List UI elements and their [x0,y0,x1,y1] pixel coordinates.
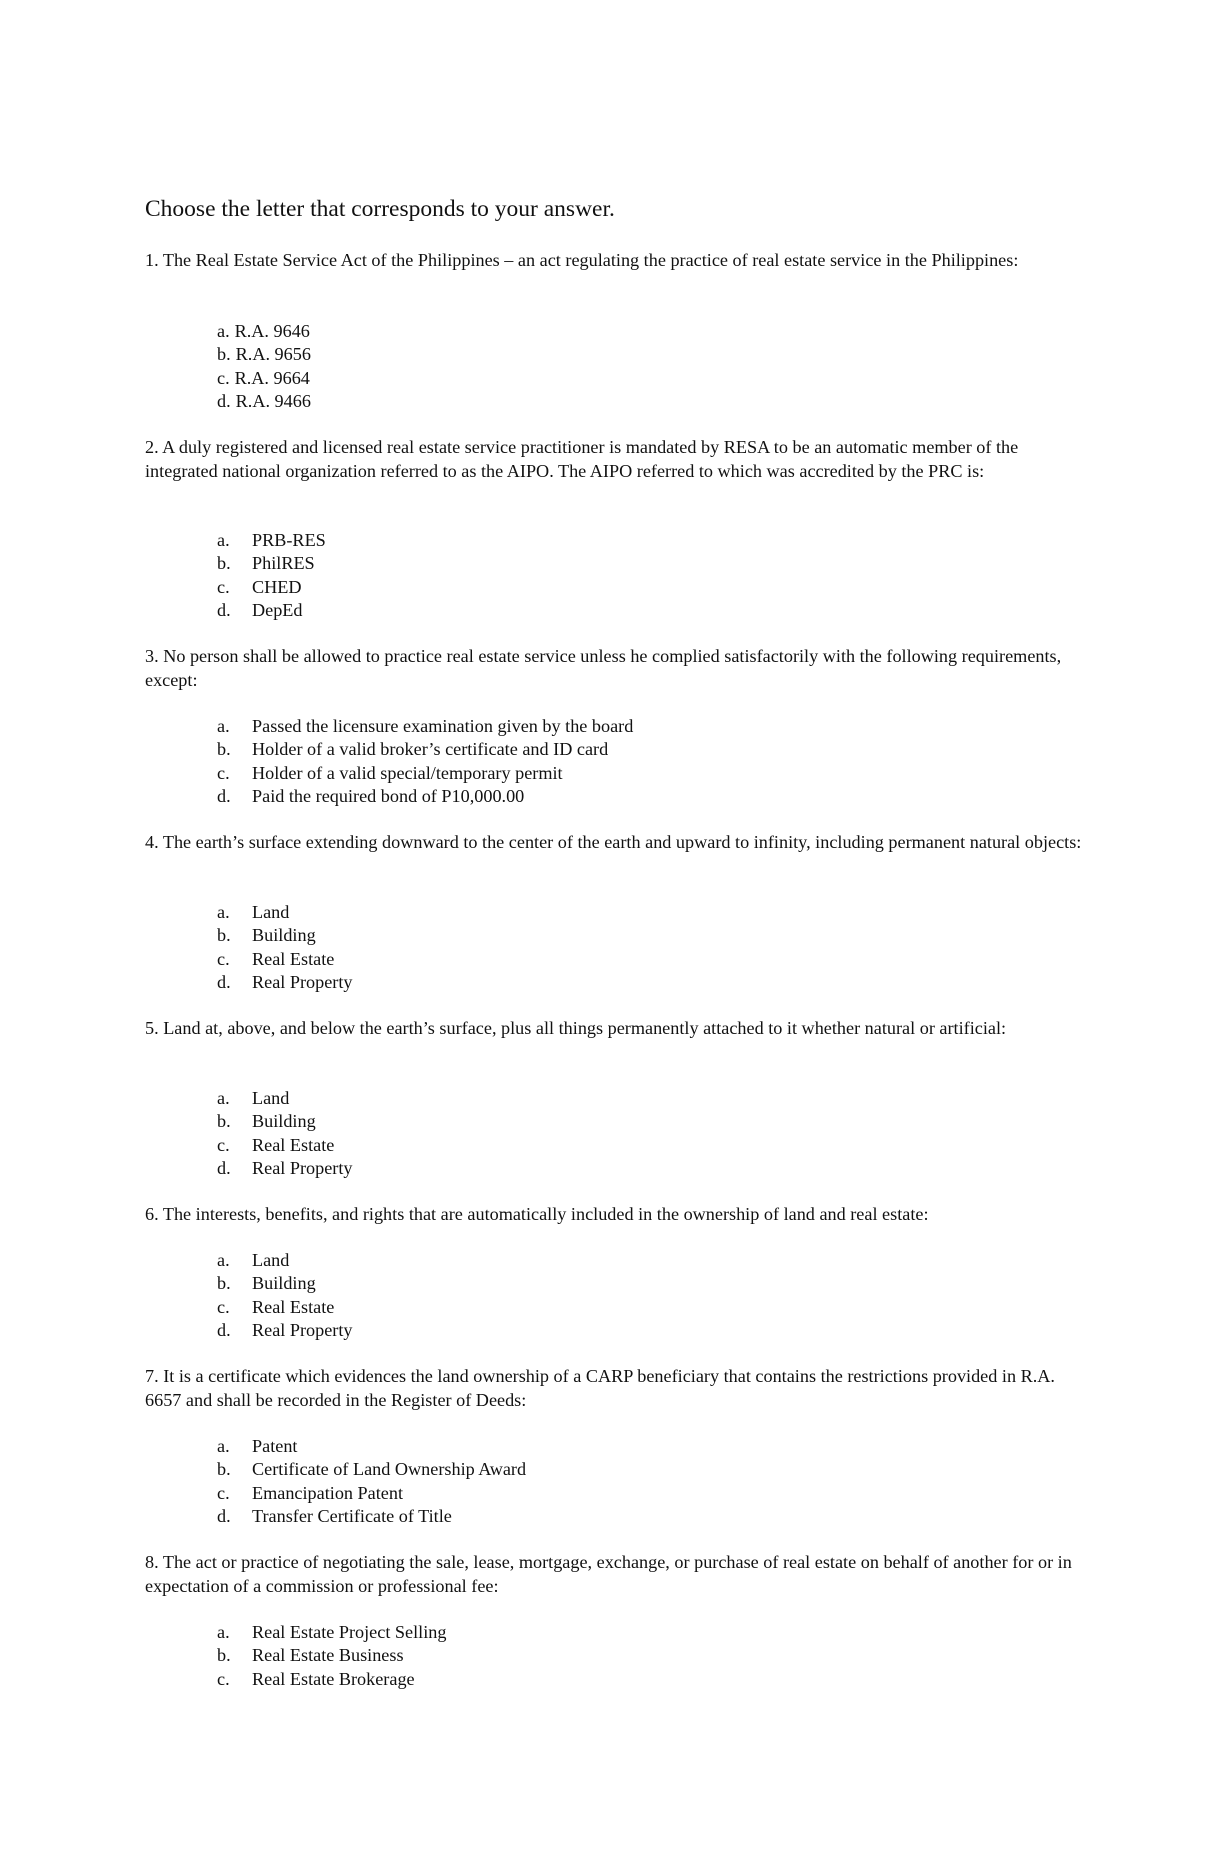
choice-item [217,1621,446,1644]
question-1-text: 1. The Real Estate Service Act of the Philippines – an act regulating the practice of real estate service in the Philippines: [145,250,1019,270]
choice-item [217,320,311,343]
choice-letter: a. [217,1250,230,1270]
choice-text: Real Estate Brokerage [252,1668,415,1689]
choice-text: Real Estate Business [252,1645,404,1666]
choice-letter: c. [217,576,230,597]
question-5-choices [217,1087,353,1180]
question-7-text: 7. It is a certificate which evidences the land ownership of a CARP beneficiary that contains the restrictions provided in R.A. 6657 and shall be recorded in the Register of Deeds: [145,1366,1055,1410]
choice-text: CHED [252,576,302,597]
choice-letter: c. [217,762,230,783]
choice-item [217,738,633,761]
choice-letter: d. [217,1319,231,1340]
choice-item [217,343,311,366]
choice-text: Certificate of Land Ownership Award [252,1459,527,1480]
choice-item [217,948,353,971]
choice-text: Land [252,1088,290,1108]
choice-text: PhilRES [252,553,315,574]
choice-item [217,529,326,552]
choice-item [217,599,326,622]
choice-letter: c. [217,1482,230,1503]
choice-text: Real Property [252,971,353,992]
choice-letter: d. [217,971,231,992]
choice-item [217,1087,353,1110]
choice-letter: b. [217,1645,231,1666]
choice-letter: b. [217,344,231,365]
choice-text: Real Estate Project Selling [252,1622,447,1642]
choice-text: Paid the required bond of P10,000.00 [252,785,525,806]
choice-text: Passed the licensure examination given by the board [252,716,634,736]
choice-text: R.A. 9656 [235,344,311,365]
choice-letter: b. [217,1111,231,1132]
choice-text: Holder of a valid special/temporary permit [252,762,563,783]
choice-text: Real Estate [252,1134,335,1155]
choice-letter: b. [217,1459,231,1480]
choice-item [217,1110,353,1133]
choice-text: Building [252,1111,316,1132]
choice-item [217,1505,526,1528]
choice-text: Land [252,1250,290,1270]
choice-letter: c. [217,1668,230,1689]
choice-letter: d. [217,390,231,411]
choice-letter: b. [217,553,231,574]
choice-text: R.A. 9664 [234,367,310,388]
choice-item [217,576,326,599]
choice-text: Real Property [252,1319,353,1340]
choice-text: Real Estate [252,1296,335,1317]
question-1-choices [217,320,311,413]
choice-letter: a. [217,902,230,922]
choice-item [217,1296,353,1319]
choice-text: Building [252,1273,316,1294]
choice-letter: a. [217,1088,230,1108]
choice-text: R.A. 9466 [235,390,311,411]
choice-letter: b. [217,739,231,760]
choice-letter: d. [217,1157,231,1178]
choice-item [217,971,353,994]
choice-letter: c. [217,1134,230,1155]
question-4-text: 4. The earth’s surface extending downward to the center of the earth and upward to infinity, including permanent natural objects: [145,832,1082,852]
choice-item [217,1458,526,1481]
choice-letter: a. [217,1436,230,1456]
choice-text: Holder of a valid broker’s certificate and ID card [252,739,609,760]
instruction-text: Choose the letter that corresponds to your answer. [145,196,615,222]
question-6-choices [217,1249,353,1342]
choice-letter: d. [217,599,231,620]
question-4-choices [217,901,353,994]
choice-text: R.A. 9646 [234,321,310,341]
choice-item [217,390,311,413]
choice-item [217,1668,446,1691]
choice-text: Transfer Certificate of Title [252,1505,452,1526]
question-6-text: 6. The interests, benefits, and rights that are automatically included in the ownership of land and real estate: [145,1204,929,1224]
choice-item [217,1319,353,1342]
choice-letter: a. [217,1622,230,1642]
choice-text: Emancipation Patent [252,1482,404,1503]
question-8-choices [217,1621,446,1691]
choice-letter: c. [217,1296,230,1317]
choice-text: Building [252,925,316,946]
question-3-text: 3. No person shall be allowed to practice real estate service unless he complied satisfactorily with the following requirements, except: [145,646,1062,690]
choice-text: Real Estate [252,948,335,969]
choice-text: Real Property [252,1157,353,1178]
choice-item [217,762,633,785]
choice-text: DepEd [252,599,303,620]
choice-text: PRB-RES [252,530,326,550]
question-5-text: 5. Land at, above, and below the earth’s surface, plus all things permanently attached to it whether natural or artificial: [145,1018,1007,1038]
choice-letter: b. [217,1273,231,1294]
choice-item [217,552,326,575]
choice-text: Patent [252,1436,298,1456]
choice-item [217,1157,353,1180]
choice-letter: a. [217,530,230,550]
choice-letter: a. [217,716,230,736]
question-2-choices [217,529,326,622]
choice-item [217,785,633,808]
choice-item [217,1249,353,1272]
choice-item [217,367,311,390]
choice-letter: d. [217,1505,231,1526]
choice-letter: a. [217,321,230,341]
choice-letter: c. [217,948,230,969]
choice-letter: c. [217,367,230,388]
choice-item [217,924,353,947]
choice-item [217,1435,526,1458]
choice-item [217,1644,446,1667]
question-7-choices [217,1435,526,1528]
choice-text: Land [252,902,290,922]
choice-item [217,1482,526,1505]
choice-letter: b. [217,925,231,946]
question-8-text: 8. The act or practice of negotiating the sale, lease, mortgage, exchange, or purchase of real estate on behalf of another for or in expectation of a commission or professional fee: [145,1552,1072,1596]
question-3-choices [217,715,633,808]
choice-item [217,715,633,738]
choice-item [217,901,353,924]
choice-letter: d. [217,785,231,806]
question-2-text: 2. A duly registered and licensed real estate service practitioner is mandated by RESA to be an automatic member of the integrated national organization referred to as the AIPO. The AIPO referred to which was accredited by the PRC is: [145,437,1019,481]
choice-item [217,1134,353,1157]
choice-item [217,1272,353,1295]
